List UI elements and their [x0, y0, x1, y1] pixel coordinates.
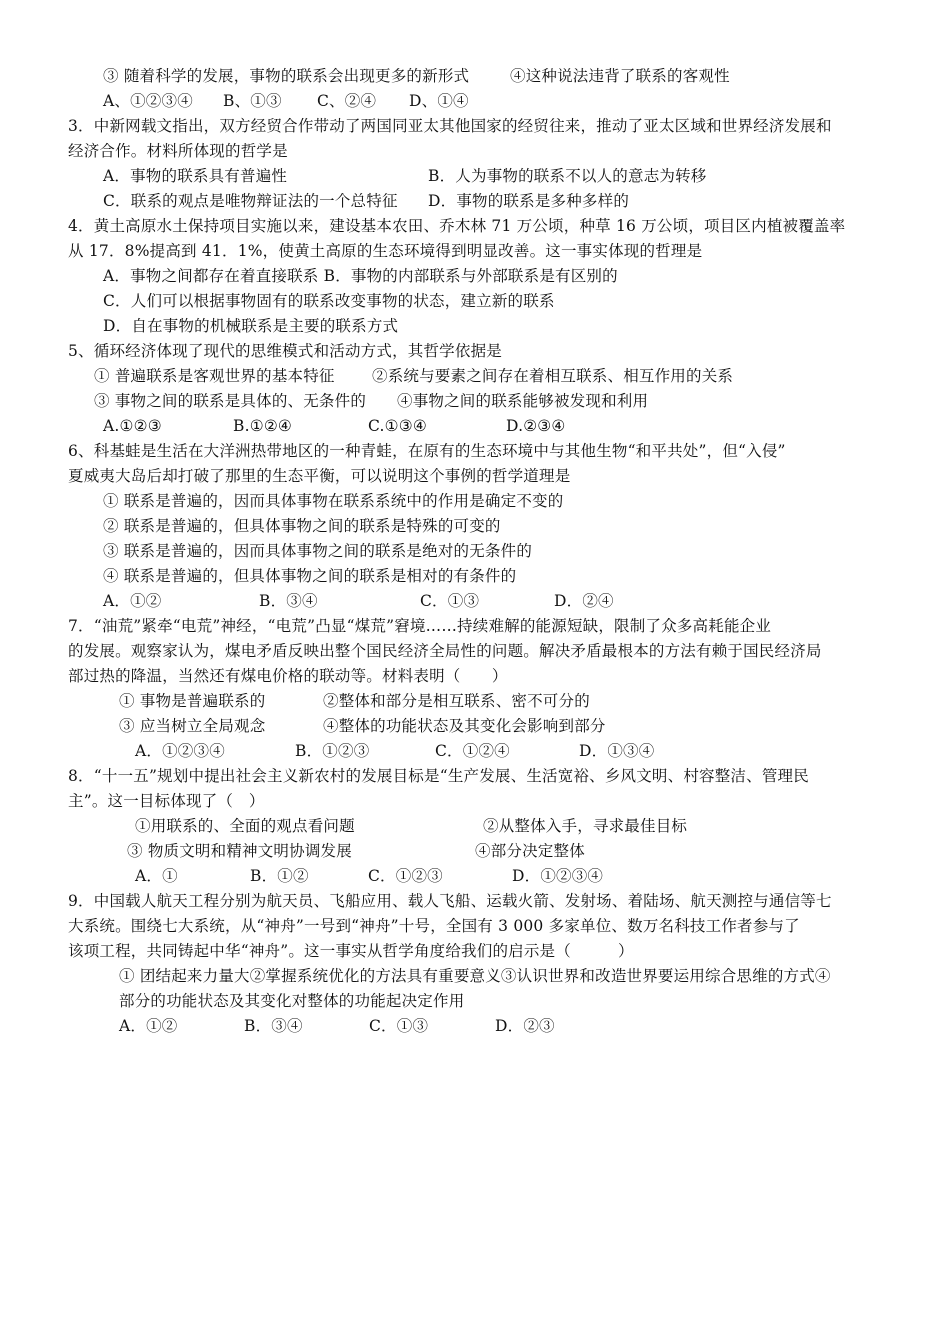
q9-items-line1: ① 团结起来力量大②掌握系统优化的方法具有重要意义③认识世界和改造世界要运用综合思维的方式④ [119, 967, 831, 985]
option-d: D．①③④ [579, 742, 655, 760]
q4-option-ab: A．事物之间都存在着直接联系 B．事物的内部联系与外部联系是有区别的 [103, 267, 618, 285]
q6-stem-line1: 6、科基蛙是生活在大洋洲热带地区的一种青蛙，在原有的生态环境中与其他生物“和平共处”，但“入侵” [68, 442, 786, 460]
option-c: C．①②④ [435, 742, 510, 760]
option-c: C．①③ [369, 1017, 429, 1035]
option-b: B、①③ [223, 92, 282, 110]
q6-item-1: ① 联系是普遍的，因而具体事物在联系系统中的作用是确定不变的 [103, 492, 564, 510]
q3-option-a: A．事物的联系具有普遍性 [103, 167, 288, 185]
option-a: A．①② [103, 592, 162, 610]
option-c: C.①③④ [368, 417, 427, 435]
q9-items-line2: 部分的功能状态及其变化对整体的功能起决定作用 [119, 992, 465, 1010]
q2-item-4: ④这种说法违背了联系的客观性 [510, 67, 730, 85]
q9-stem-line2: 大系统。围绕七大系统，从“神舟”一号到“神舟”十号，全国有 3 000 多家单位、数万名科技工作者参与了 [68, 917, 800, 935]
q7-item-2: ②整体和部分是相互联系、密不可分的 [323, 692, 590, 710]
q8-item-3: ③ 物质文明和精神文明协调发展 [127, 842, 352, 860]
option-a: A．① [135, 867, 178, 885]
q5-item-3: ③ 事物之间的联系是具体的、无条件的 [94, 392, 367, 410]
q5-item-4: ④事物之间的联系能够被发现和利用 [397, 392, 649, 410]
option-d: D.②③④ [506, 417, 566, 435]
option-d: D．②③ [495, 1017, 555, 1035]
q5-stem: 5、循环经济体现了现代的思维模式和活动方式，其哲学依据是 [68, 342, 502, 360]
option-b: B．①②③ [295, 742, 370, 760]
q8-item-2: ②从整体入手，寻求最佳目标 [483, 817, 688, 835]
q4-option-c: C．人们可以根据事物固有的联系改变事物的状态，建立新的联系 [103, 292, 555, 310]
option-b: B．③④ [244, 1017, 303, 1035]
option-c: C．①②③ [368, 867, 443, 885]
q8-stem-line2: 主”。这一目标体现了（ ） [68, 792, 265, 810]
q7-item-3: ③ 应当树立全局观念 [119, 717, 266, 735]
option-c: C．①③ [420, 592, 480, 610]
q7-stem-line3: 部过热的降温，当然还有煤电价格的联动等。材料表明（ ） [68, 667, 508, 685]
option-a: A．①② [119, 1017, 178, 1035]
q4-option-d: D．自在事物的机械联系是主要的联系方式 [103, 317, 399, 335]
q6-item-4: ④ 联系是普遍的，但具体事物之间的联系是相对的有条件的 [103, 567, 517, 585]
option-b: B．①② [250, 867, 309, 885]
option-c: C、②④ [317, 92, 377, 110]
q6-stem-line2: 夏威夷大岛后却打破了那里的生态平衡，可以说明这个事例的哲学道理是 [68, 467, 571, 485]
option-a: A．①②③④ [135, 742, 225, 760]
q7-stem-line1: 7．“油荒”紧牵“电荒”神经，“电荒”凸显“煤荒”窘境……持续难解的能源短缺，限制了众多高耗能企业 [68, 617, 772, 635]
q4-stem-line1: 4．黄土高原水土保持项目实施以来，建设基本农田、乔木林 71 万公顷，种草 16 万公顷，项目区内植被覆盖率 [68, 217, 846, 235]
option-d: D、①④ [409, 92, 469, 110]
q5-item-1: ① 普遍联系是客观世界的基本特征 [94, 367, 335, 385]
option-b: B．③④ [259, 592, 318, 610]
q3-option-d: D．事物的联系是多种多样的 [428, 192, 630, 210]
q9-stem-line1: 9．中国载人航天工程分别为航天员、飞船应用、载人飞船、运载火箭、发射场、着陆场、航天测控与通信等七 [68, 892, 832, 910]
option-a: A、①②③④ [103, 92, 193, 110]
q6-item-3: ③ 联系是普遍的，因而具体事物之间的联系是绝对的无条件的 [103, 542, 533, 560]
q9-stem-line3: 该项工程，共同铸起中华“神舟”。这一事实从哲学角度给我们的启示是（ ） [68, 942, 634, 960]
q3-stem-line1: 3．中新网载文指出，双方经贸合作带动了两国同亚太其他国家的经贸往来，推动了亚太区域和世界经济发展和 [68, 117, 832, 135]
q8-stem-line1: 8．“十一五”规划中提出社会主义新农村的发展目标是“生产发展、生活宽裕、乡风文明、村容整洁、管理民 [68, 767, 809, 785]
q3-stem-line2: 经济合作。材料所体现的哲学是 [68, 142, 288, 160]
option-b: B.①②④ [233, 417, 293, 435]
q4-stem-line2: 从 17．8%提高到 41．1%，使黄土高原的生态环境得到明显改善。这一事实体现的哲理是 [68, 242, 703, 260]
q7-item-1: ① 事物是普遍联系的 [119, 692, 266, 710]
q7-item-4: ④整体的功能状态及其变化会影响到部分 [323, 717, 606, 735]
q3-option-c: C．联系的观点是唯物辩证法的一个总特征 [103, 192, 398, 210]
q8-item-4: ④部分决定整体 [475, 842, 585, 860]
q6-item-2: ② 联系是普遍的，但具体事物之间的联系是特殊的可变的 [103, 517, 501, 535]
option-d: D．②④ [554, 592, 614, 610]
q7-stem-line2: 的发展。观察家认为，煤电矛盾反映出整个国民经济全局性的问题。解决矛盾最根本的方法有赖于国民经济局 [68, 642, 822, 660]
option-d: D．①②③④ [512, 867, 604, 885]
q8-item-1: ①用联系的、全面的观点看问题 [135, 817, 355, 835]
q5-item-2: ②系统与要素之间存在着相互联系、相互作用的关系 [372, 367, 734, 385]
q3-option-b: B．人为事物的联系不以人的意志为转移 [428, 167, 707, 185]
q2-item-3: ③ 随着科学的发展，事物的联系会出现更多的新形式 [103, 67, 470, 85]
option-a: A.①②③ [103, 417, 162, 435]
